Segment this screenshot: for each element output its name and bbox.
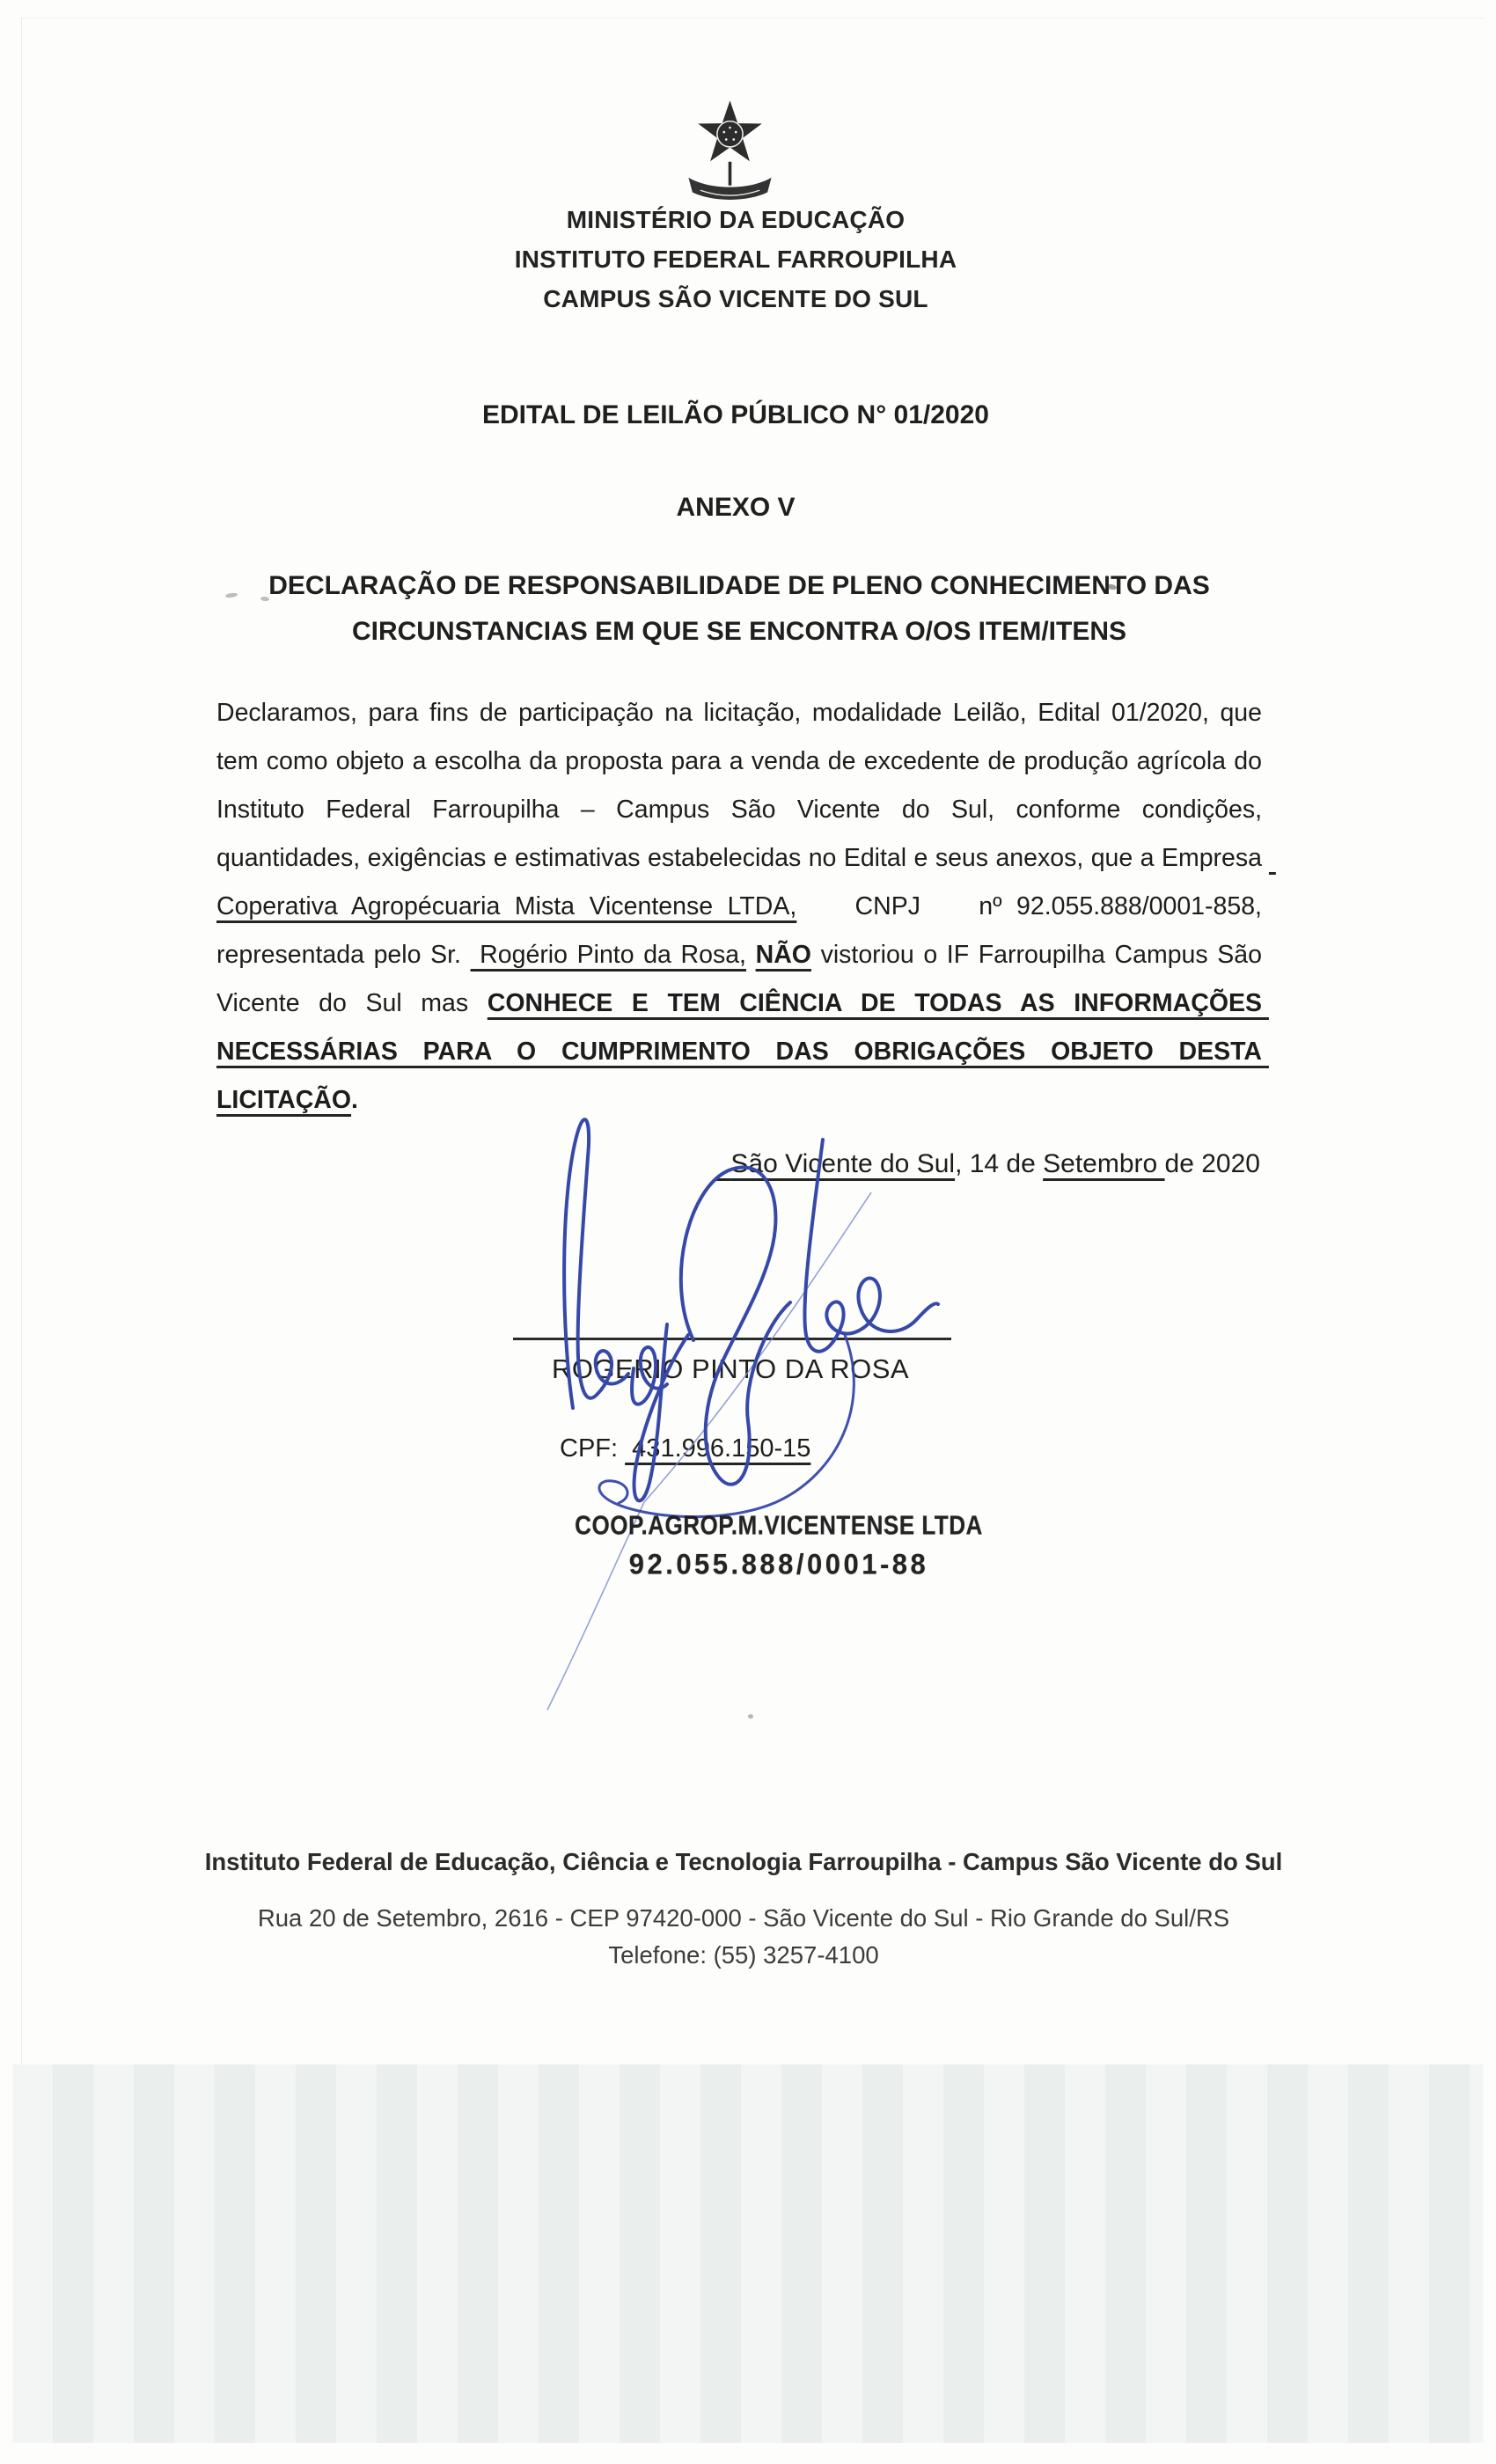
paper-left-edge — [21, 18, 22, 2068]
text-segment: CNPJ nº 92.055.888/0001-858, representada pelo Sr. — [216, 892, 1269, 969]
brazil-coat-of-arms-icon — [671, 83, 789, 204]
text-segment: São Vicente do Sul — [715, 1149, 956, 1178]
text-segment: CPF: — [560, 1434, 626, 1463]
text-segment: vistoriou o IF Farroupilha Campus São Vicente do Sul mas — [216, 941, 1269, 1017]
declaration-title: DECLARAÇÃO DE RESPONSABILIDADE DE PLENO CONHECIMENTO DAS CIRCUNSTANCIAS EM QUE SE ENCONTRA O/OS ITEM/ITENS — [268, 571, 1210, 646]
scanner-background-band — [12, 2064, 1484, 2443]
text-segment: . — [351, 1086, 358, 1114]
company-stamp — [528, 1512, 1030, 1580]
declaration-body — [216, 689, 1276, 1125]
footer-institution: Instituto Federal de Educação, Ciência e Tecnologia Farroupilha - Campus São Vicente do Sul — [204, 1848, 1283, 1875]
text-segment: Coperativa Agropécuaria Mista Vicentense LTDA, — [216, 844, 1276, 920]
edital-title: EDITAL DE LEILÃO PÚBLICO N° 01/2020 — [481, 400, 989, 429]
text-segment — [746, 941, 756, 969]
header-ministry: MINISTÉRIO DA EDUCAÇÃO — [566, 206, 906, 233]
footer-phone: Telefone: (55) 3257-4100 — [608, 1941, 879, 1969]
text-segment: Rogério Pinto da Rosa, — [470, 941, 746, 969]
header-institute: INSTITUTO FEDERAL FARROUPILHA — [514, 246, 957, 273]
header-campus: CAMPUS SÃO VICENTE DO SUL — [543, 285, 928, 312]
stamp-company-name: COOP.AGROP.M.VICENTENSE LTDA — [575, 1511, 983, 1541]
text-segment: de 2020 — [1164, 1149, 1260, 1178]
text-segment: 431.996.150-15 — [625, 1434, 811, 1463]
footer-address: Rua 20 de Setembro, 2616 - CEP 97420-000 - São Vicente do Sul - Rio Grande do Sul/RS — [257, 1904, 1230, 1932]
text-segment: Setembro — [1043, 1149, 1165, 1178]
stamp-cnpj: 92.055.888/0001-88 — [628, 1548, 929, 1580]
anexo-title: ANEXO V — [676, 493, 796, 522]
text-segment: NÃO — [755, 941, 811, 969]
stamp-faded-area — [524, 1514, 565, 1552]
text-segment: Declaramos, para fins de participação na licitação, modalidade Leilão, Edital 01/2020, que tem como objeto a escolha da proposta para a venda de excedente de produção agrícola do Instituto Federal Farroupilha – Campus São Vicente do Sul, conforme condições, quantidades, exigências e estimativas estabelecidas no Edital e seus anexos, que a Empresa — [216, 699, 1269, 872]
signatory-name: ROGERIO PINTO DA ROSA — [551, 1353, 910, 1384]
handwritten-signature-icon — [493, 1104, 986, 1720]
text-segment: CONHECE E TEM CIÊNCIA DE TODAS AS INFORMAÇÕES NECESSÁRIAS PARA O CUMPRIMENTO DAS OBRIGAÇÕES OBJETO DESTA LICITAÇÃO — [216, 989, 1269, 1114]
text-segment: , 14 de — [955, 1149, 1044, 1178]
